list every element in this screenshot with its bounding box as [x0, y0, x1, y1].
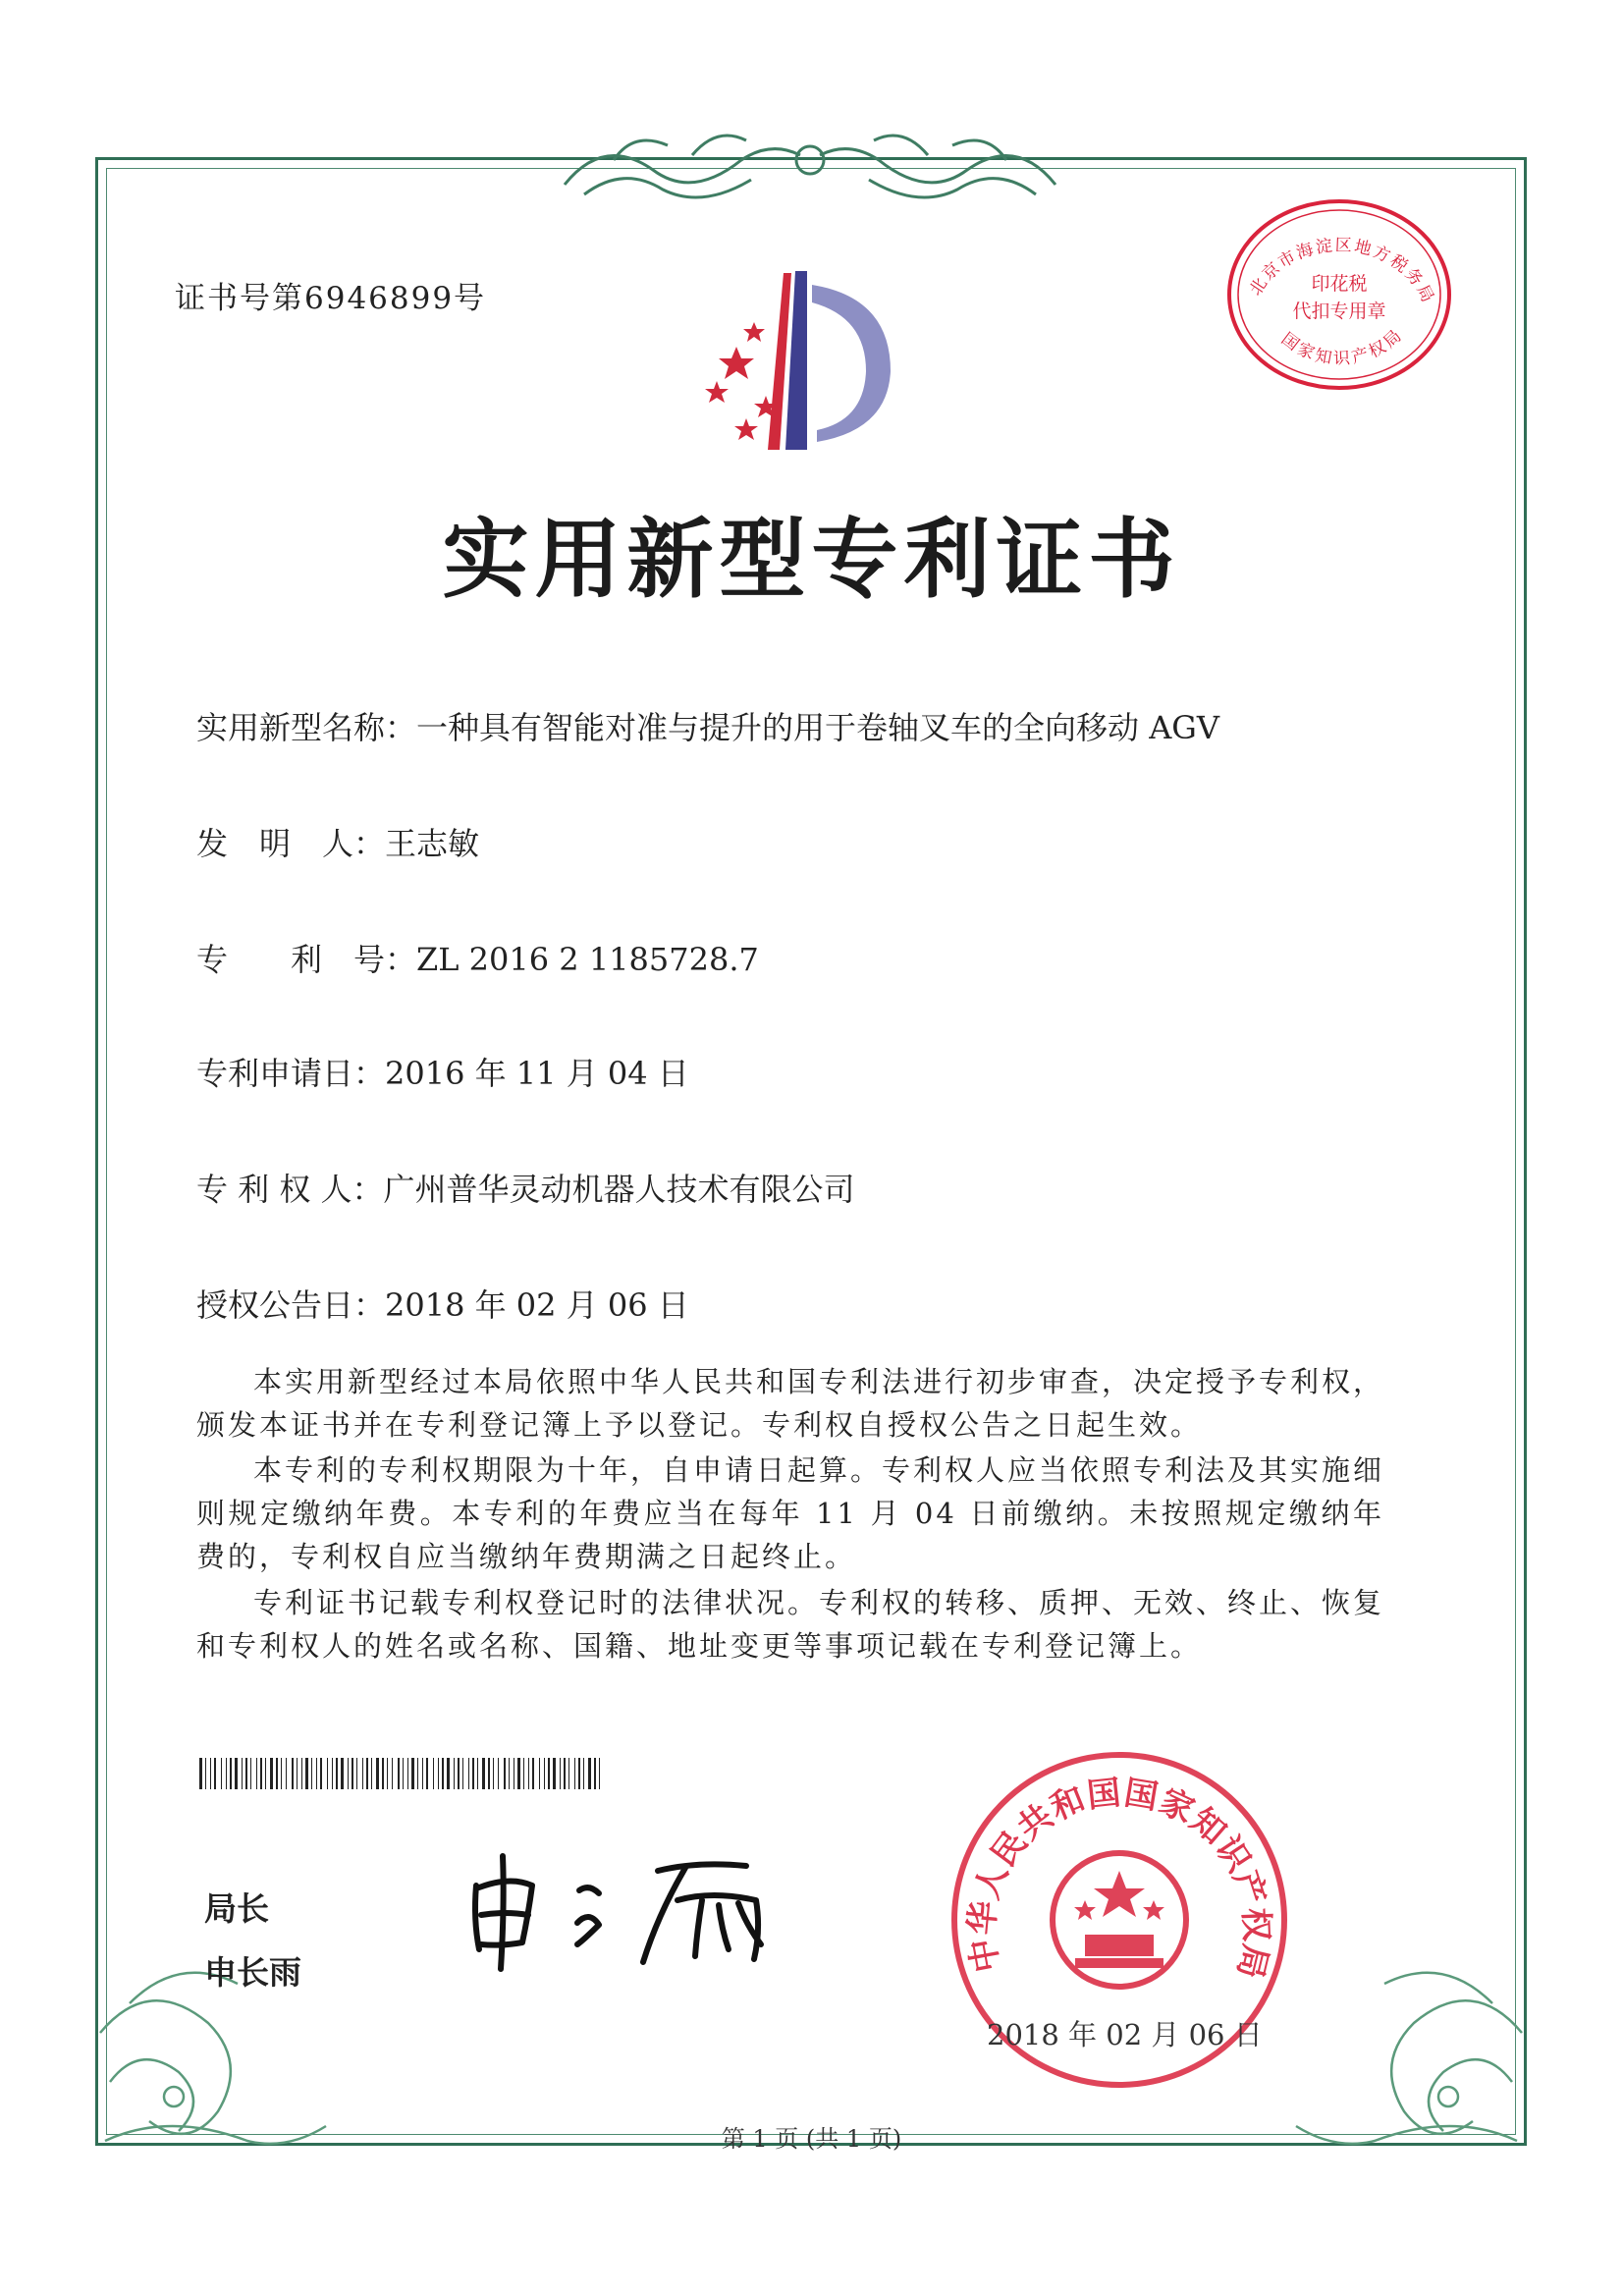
field-label: 授权公告日： — [196, 1286, 386, 1324]
stamp-tax-seal — [1224, 196, 1455, 393]
director-name: 申长雨 — [204, 1953, 301, 1992]
patent-office-logo — [660, 263, 915, 460]
page-number: 第 1 页 (共 1 页) — [721, 2125, 902, 2153]
field-value: 广州普华灵动机器人技术有限公司 — [383, 1171, 855, 1208]
certificate-title: 实用新型专利证书 — [442, 508, 1181, 610]
svg-text:北京市海淀区地方税务局: 北京市海淀区地方税务局 — [1245, 235, 1438, 307]
application-date-row — [196, 1049, 689, 1094]
svg-text:国家知识产权局: 国家知识产权局 — [1277, 324, 1408, 369]
director-title: 局长 — [204, 1889, 269, 1928]
certificate-number: 证书号第6946899号 — [175, 281, 487, 316]
director-signature — [461, 1846, 815, 1974]
field-label: 实用新型名称： — [196, 709, 417, 746]
field-value: 2016 年 11 月 04 日 — [385, 1055, 689, 1092]
barcode — [199, 1758, 602, 1789]
field-label: 发 明 人： — [196, 825, 386, 862]
field-label: 专 利 权 人： — [196, 1171, 384, 1208]
svg-text:印花税: 印花税 — [1311, 273, 1368, 295]
field-value: 一种具有智能对准与提升的用于卷轴叉车的全向移动 AGV — [416, 709, 1219, 746]
top-scroll-ornament — [545, 116, 1075, 224]
utility-model-name-row — [196, 703, 1219, 748]
issue-date: 2018 年 02 月 06 日 — [987, 2018, 1263, 2051]
field-label: 专利申请日： — [196, 1055, 386, 1092]
grant-announcement-date-row — [196, 1281, 689, 1326]
svg-text:代扣专用章: 代扣专用章 — [1292, 301, 1386, 322]
field-value: 2018 年 02 月 06 日 — [385, 1286, 689, 1324]
patentee-row — [196, 1165, 855, 1210]
inventor-row — [196, 819, 479, 864]
svg-text:中华人民共和国国家知识产权局: 中华人民共和国国家知识产权局 — [962, 1773, 1276, 1984]
field-value: ZL 2016 2 1185728.7 — [416, 941, 759, 978]
patent-number-row — [196, 935, 759, 980]
legal-paragraph-1: 本实用新型经过本局依照中华人民共和国专利法进行初步审查，决定授予专利权，颁发本证书并在专利登记簿上予以登记。专利权自授权公告之日起生效。 — [196, 1365, 1385, 1442]
field-label: 专 利 号： — [196, 941, 417, 978]
legal-paragraph-2: 本专利的专利权期限为十年，自申请日起算。专利权人应当依照专利法及其实施细则规定缴纳年费。本专利的年费应当在每年 11 月 04 日前缴纳。未按照规定缴纳年费的，专利权自应当缴纳年费期满之日起终止。 — [196, 1453, 1385, 1573]
certificate-inner-border — [106, 168, 1516, 2135]
legal-paragraph-3: 专利证书记载专利权登记时的法律状况。专利权的转移、质押、无效、终止、恢复和专利权人的姓名或名称、国籍、地址变更等事项记载在专利登记簿上。 — [196, 1586, 1385, 1663]
field-value: 王志敏 — [385, 825, 480, 862]
